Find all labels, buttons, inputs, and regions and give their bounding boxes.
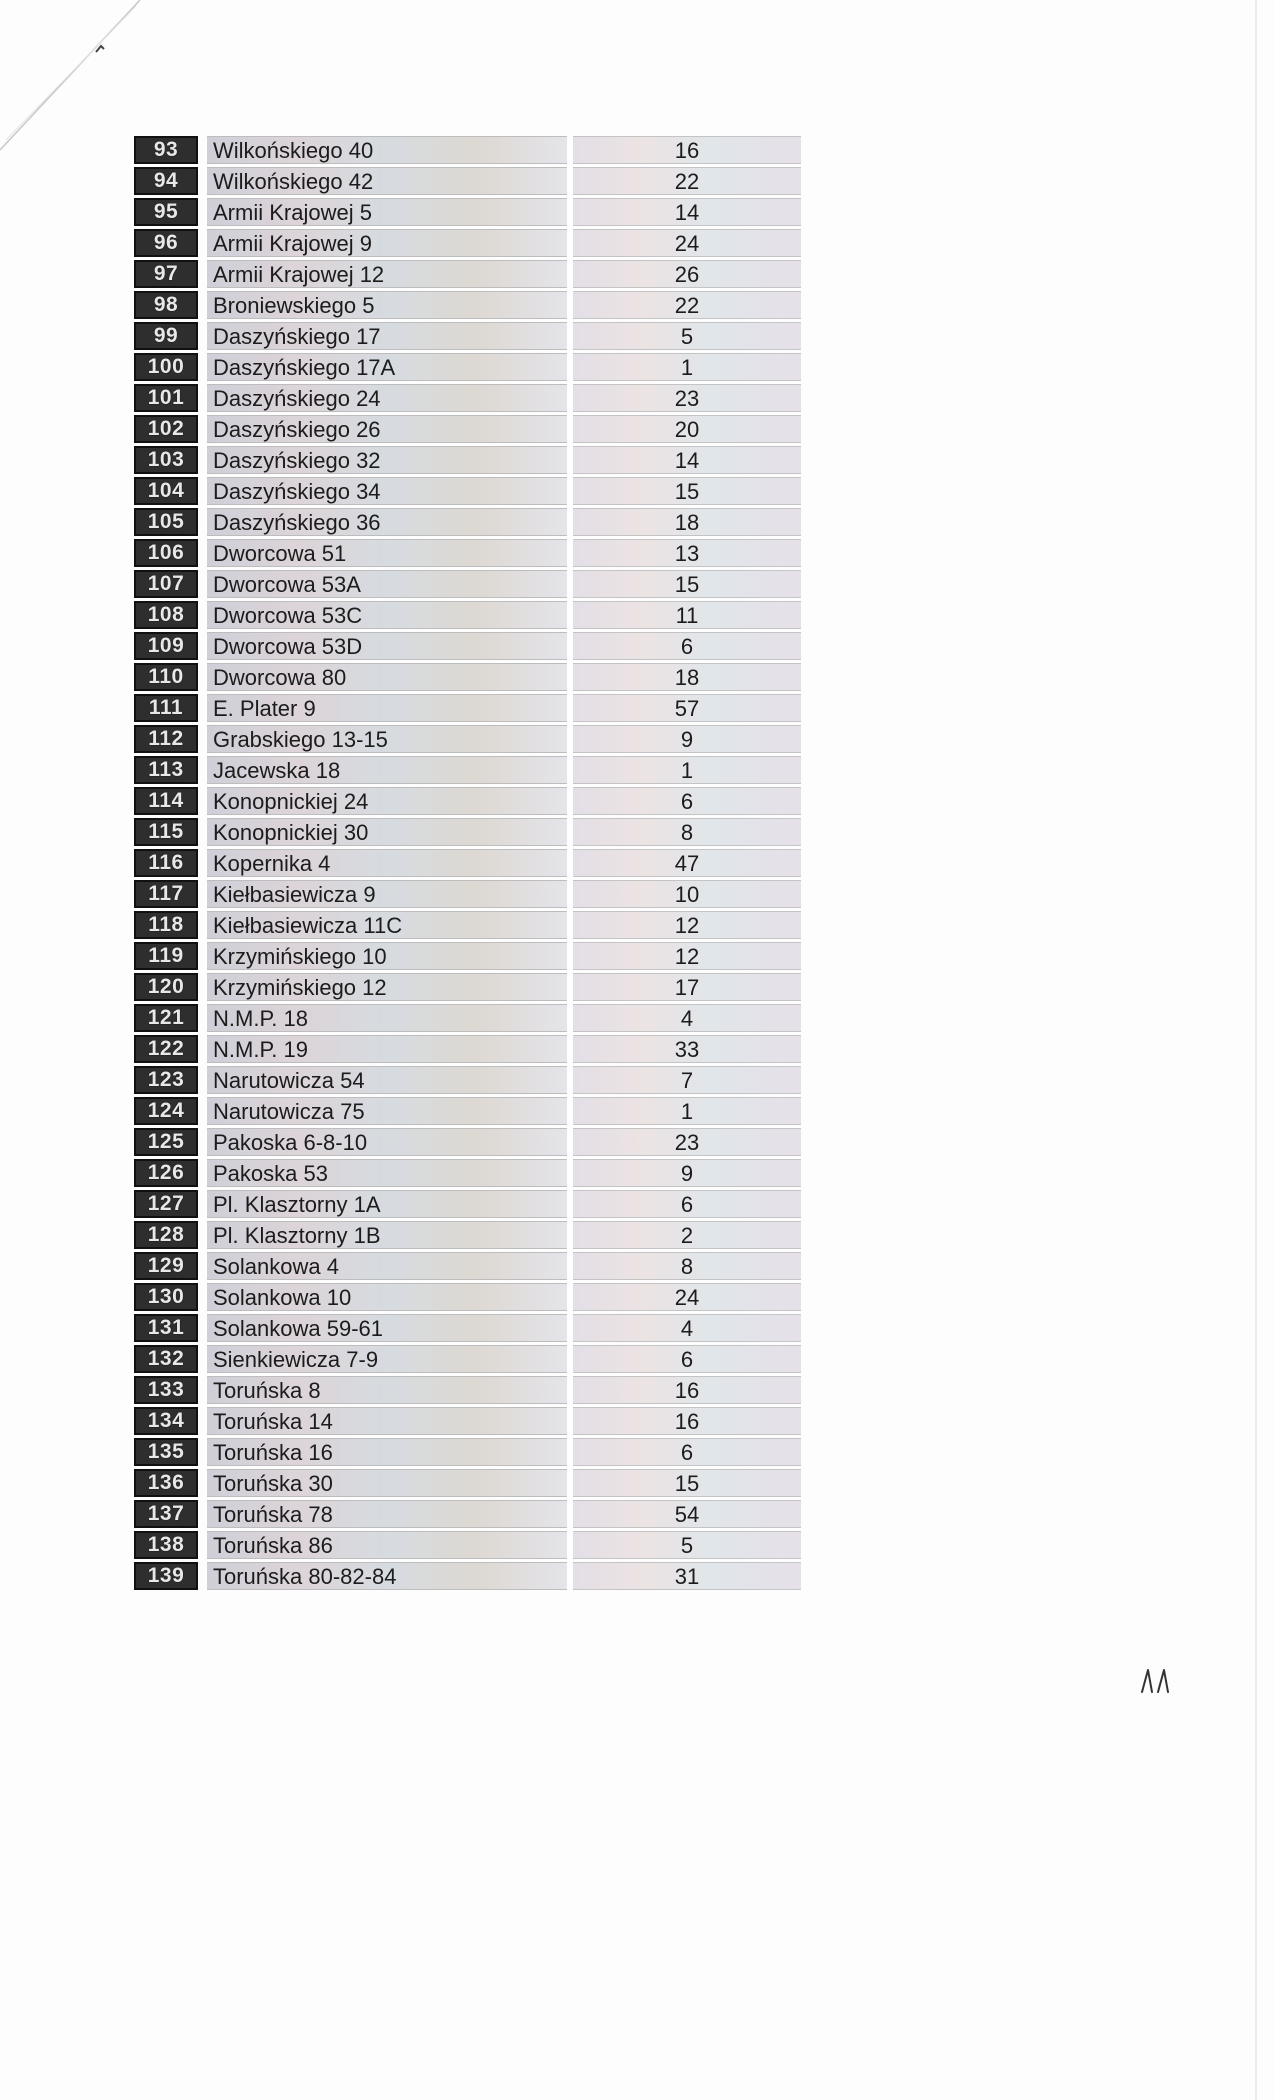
count-cell: 9	[573, 1159, 801, 1187]
street-address-cell: Toruńska 78	[207, 1500, 567, 1528]
count-cell: 17	[573, 973, 801, 1001]
count-cell: 11	[573, 601, 801, 629]
table-row	[134, 1159, 824, 1187]
street-address-cell: Solankowa 10	[207, 1283, 567, 1311]
row-number-badge: 119	[134, 942, 198, 970]
table-row	[134, 911, 824, 939]
count-cell: 16	[573, 1407, 801, 1435]
count-cell: 33	[573, 1035, 801, 1063]
table-row	[134, 601, 824, 629]
street-address-cell: Solankowa 59-61	[207, 1314, 567, 1342]
count-cell: 4	[573, 1314, 801, 1342]
row-number-badge: 129	[134, 1252, 198, 1280]
street-address-cell: Toruńska 80-82-84	[207, 1562, 567, 1590]
row-number-badge: 134	[134, 1407, 198, 1435]
table-row	[134, 291, 824, 319]
table-row	[134, 942, 824, 970]
row-number-badge: 107	[134, 570, 198, 598]
count-cell: 1	[573, 353, 801, 381]
count-cell: 15	[573, 1469, 801, 1497]
count-cell: 57	[573, 694, 801, 722]
street-address-cell: Pakoska 6-8-10	[207, 1128, 567, 1156]
street-address-cell: Krzymińskiego 10	[207, 942, 567, 970]
row-number-badge: 108	[134, 601, 198, 629]
street-address-cell: Konopnickiej 30	[207, 818, 567, 846]
table-row	[134, 570, 824, 598]
row-number-badge: 93	[134, 136, 198, 164]
row-number-badge: 118	[134, 911, 198, 939]
row-number-badge: 113	[134, 756, 198, 784]
street-address-cell: Sienkiewicza 7-9	[207, 1345, 567, 1373]
row-number-badge: 136	[134, 1469, 198, 1497]
row-number-badge: 121	[134, 1004, 198, 1032]
table-row	[134, 1252, 824, 1280]
table-row	[134, 229, 824, 257]
row-number-badge: 109	[134, 632, 198, 660]
street-address-cell: Krzymińskiego 12	[207, 973, 567, 1001]
row-number-badge: 111	[134, 694, 198, 722]
street-address-cell: Dworcowa 51	[207, 539, 567, 567]
street-address-cell: Pl. Klasztorny 1B	[207, 1221, 567, 1249]
row-number-badge: 98	[134, 291, 198, 319]
handwritten-page-number	[1138, 1662, 1178, 1698]
count-cell: 5	[573, 1531, 801, 1559]
table-row	[134, 136, 824, 164]
street-address-cell: Wilkońskiego 42	[207, 167, 567, 195]
table-row	[134, 353, 824, 381]
count-cell: 18	[573, 663, 801, 691]
count-cell: 16	[573, 1376, 801, 1404]
row-number-badge: 96	[134, 229, 198, 257]
row-number-badge: 95	[134, 198, 198, 226]
row-number-badge: 104	[134, 477, 198, 505]
street-address-cell: Toruńska 16	[207, 1438, 567, 1466]
count-cell: 6	[573, 787, 801, 815]
table-row	[134, 1314, 824, 1342]
count-cell: 31	[573, 1562, 801, 1590]
count-cell: 23	[573, 384, 801, 412]
row-number-badge: 139	[134, 1562, 198, 1590]
street-address-cell: Grabskiego 13-15	[207, 725, 567, 753]
row-number-badge: 94	[134, 167, 198, 195]
row-number-badge: 131	[134, 1314, 198, 1342]
count-cell: 6	[573, 1190, 801, 1218]
table-row	[134, 539, 824, 567]
table-row	[134, 477, 824, 505]
street-address-cell: Dworcowa 80	[207, 663, 567, 691]
street-address-cell: Pakoska 53	[207, 1159, 567, 1187]
table-row	[134, 756, 824, 784]
count-cell: 8	[573, 1252, 801, 1280]
count-cell: 7	[573, 1066, 801, 1094]
table-row	[134, 632, 824, 660]
table-row	[134, 198, 824, 226]
row-number-badge: 105	[134, 508, 198, 536]
table-row	[134, 663, 824, 691]
count-cell: 12	[573, 911, 801, 939]
street-address-cell: Daszyńskiego 17A	[207, 353, 567, 381]
street-address-cell: Armii Krajowej 12	[207, 260, 567, 288]
count-cell: 16	[573, 136, 801, 164]
count-cell: 47	[573, 849, 801, 877]
street-address-cell: E. Plater 9	[207, 694, 567, 722]
street-address-cell: Toruńska 14	[207, 1407, 567, 1435]
table-row	[134, 725, 824, 753]
count-cell: 6	[573, 632, 801, 660]
street-address-cell: Toruńska 86	[207, 1531, 567, 1559]
table-row	[134, 1097, 824, 1125]
street-address-cell: Kopernika 4	[207, 849, 567, 877]
table-row	[134, 787, 824, 815]
table-row	[134, 880, 824, 908]
count-cell: 20	[573, 415, 801, 443]
page-edge-line	[1255, 0, 1257, 2100]
row-number-badge: 130	[134, 1283, 198, 1311]
row-number-badge: 123	[134, 1066, 198, 1094]
table-row	[134, 1004, 824, 1032]
table-row	[134, 1345, 824, 1373]
address-table	[134, 136, 824, 1593]
street-address-cell: Narutowicza 75	[207, 1097, 567, 1125]
table-row	[134, 849, 824, 877]
count-cell: 9	[573, 725, 801, 753]
street-address-cell: Konopnickiej 24	[207, 787, 567, 815]
row-number-badge: 137	[134, 1500, 198, 1528]
row-number-badge: 135	[134, 1438, 198, 1466]
count-cell: 18	[573, 508, 801, 536]
row-number-badge: 126	[134, 1159, 198, 1187]
row-number-badge: 101	[134, 384, 198, 412]
street-address-cell: Toruńska 8	[207, 1376, 567, 1404]
street-address-cell: Kiełbasiewicza 11C	[207, 911, 567, 939]
count-cell: 15	[573, 477, 801, 505]
street-address-cell: Daszyńskiego 34	[207, 477, 567, 505]
table-row	[134, 322, 824, 350]
street-address-cell: Armii Krajowej 9	[207, 229, 567, 257]
table-row	[134, 1531, 824, 1559]
count-cell: 15	[573, 570, 801, 598]
table-row	[134, 1128, 824, 1156]
count-cell: 6	[573, 1438, 801, 1466]
row-number-badge: 138	[134, 1531, 198, 1559]
count-cell: 2	[573, 1221, 801, 1249]
count-cell: 10	[573, 880, 801, 908]
street-address-cell: Armii Krajowej 5	[207, 198, 567, 226]
row-number-badge: 127	[134, 1190, 198, 1218]
street-address-cell: N.M.P. 19	[207, 1035, 567, 1063]
count-cell: 26	[573, 260, 801, 288]
count-cell: 24	[573, 229, 801, 257]
row-number-badge: 99	[134, 322, 198, 350]
table-row	[134, 1283, 824, 1311]
count-cell: 12	[573, 942, 801, 970]
street-address-cell: Toruńska 30	[207, 1469, 567, 1497]
count-cell: 1	[573, 1097, 801, 1125]
table-row	[134, 384, 824, 412]
street-address-cell: Dworcowa 53C	[207, 601, 567, 629]
table-row	[134, 1190, 824, 1218]
row-number-badge: 124	[134, 1097, 198, 1125]
row-number-badge: 122	[134, 1035, 198, 1063]
street-address-cell: Wilkońskiego 40	[207, 136, 567, 164]
table-row	[134, 1376, 824, 1404]
table-row	[134, 1438, 824, 1466]
table-row	[134, 508, 824, 536]
count-cell: 6	[573, 1345, 801, 1373]
street-address-cell: Daszyńskiego 32	[207, 446, 567, 474]
street-address-cell: Broniewskiego 5	[207, 291, 567, 319]
count-cell: 5	[573, 322, 801, 350]
street-address-cell: Kiełbasiewicza 9	[207, 880, 567, 908]
table-row	[134, 1469, 824, 1497]
table-row	[134, 818, 824, 846]
count-cell: 22	[573, 291, 801, 319]
table-row	[134, 1562, 824, 1590]
count-cell: 14	[573, 198, 801, 226]
row-number-badge: 116	[134, 849, 198, 877]
count-cell: 22	[573, 167, 801, 195]
count-cell: 8	[573, 818, 801, 846]
count-cell: 1	[573, 756, 801, 784]
row-number-badge: 100	[134, 353, 198, 381]
table-row	[134, 1500, 824, 1528]
street-address-cell: Daszyńskiego 17	[207, 322, 567, 350]
street-address-cell: Solankowa 4	[207, 1252, 567, 1280]
count-cell: 24	[573, 1283, 801, 1311]
row-number-badge: 128	[134, 1221, 198, 1249]
row-number-badge: 117	[134, 880, 198, 908]
table-row	[134, 260, 824, 288]
row-number-badge: 133	[134, 1376, 198, 1404]
count-cell: 13	[573, 539, 801, 567]
street-address-cell: Narutowicza 54	[207, 1066, 567, 1094]
table-row	[134, 1066, 824, 1094]
row-number-badge: 110	[134, 663, 198, 691]
row-number-badge: 103	[134, 446, 198, 474]
row-number-badge: 120	[134, 973, 198, 1001]
row-number-badge: 106	[134, 539, 198, 567]
count-cell: 4	[573, 1004, 801, 1032]
table-row	[134, 1035, 824, 1063]
table-row	[134, 1221, 824, 1249]
count-cell: 23	[573, 1128, 801, 1156]
street-address-cell: N.M.P. 18	[207, 1004, 567, 1032]
row-number-badge: 132	[134, 1345, 198, 1373]
table-row	[134, 446, 824, 474]
street-address-cell: Dworcowa 53A	[207, 570, 567, 598]
table-row	[134, 973, 824, 1001]
street-address-cell: Dworcowa 53D	[207, 632, 567, 660]
row-number-badge: 115	[134, 818, 198, 846]
table-row	[134, 694, 824, 722]
row-number-badge: 114	[134, 787, 198, 815]
row-number-badge: 112	[134, 725, 198, 753]
table-row	[134, 1407, 824, 1435]
table-row	[134, 415, 824, 443]
row-number-badge: 125	[134, 1128, 198, 1156]
row-number-badge: 97	[134, 260, 198, 288]
count-cell: 54	[573, 1500, 801, 1528]
street-address-cell: Daszyńskiego 26	[207, 415, 567, 443]
row-number-badge: 102	[134, 415, 198, 443]
street-address-cell: Jacewska 18	[207, 756, 567, 784]
street-address-cell: Daszyńskiego 36	[207, 508, 567, 536]
street-address-cell: Pl. Klasztorny 1A	[207, 1190, 567, 1218]
street-address-cell: Daszyńskiego 24	[207, 384, 567, 412]
count-cell: 14	[573, 446, 801, 474]
table-row	[134, 167, 824, 195]
